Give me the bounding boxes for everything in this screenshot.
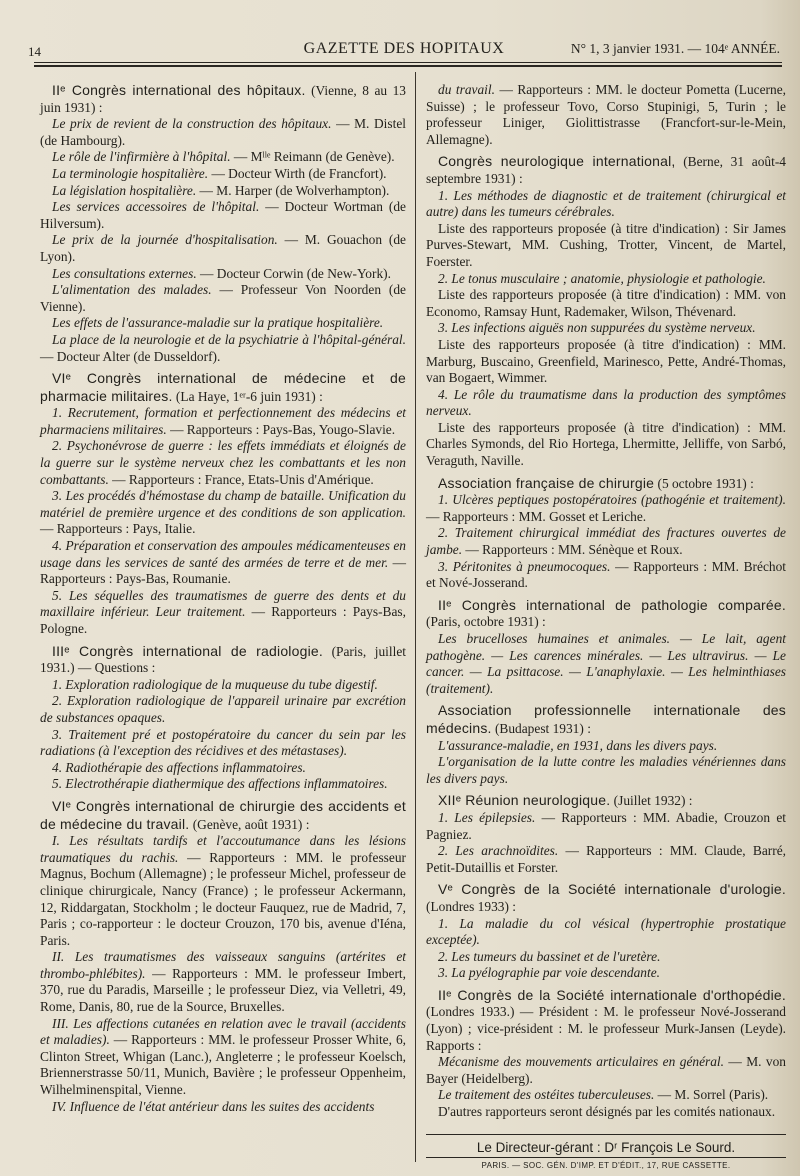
agenda-topic: 5. Electrothérapie diathermique des affections inflammatoires.: [52, 776, 388, 792]
agenda-topic: II. Les traumatismes des vaisseaux sanguins (artérites et thrombo-phlébites).: [40, 949, 406, 981]
agenda-item: [40, 949, 406, 1015]
header-rule: [34, 62, 782, 63]
congress-title: Association professionnelle internationale des médecins.: [426, 702, 786, 736]
agenda-topic: Mécanisme des mouvements articulaires en général.: [438, 1054, 724, 1070]
congress-title: IIᵉ Congrès international des hôpitaux.: [52, 82, 306, 98]
agenda-speakers: — M. Distel (de Hambourg).: [40, 116, 406, 148]
agenda-item: [426, 810, 786, 843]
agenda-item: [426, 188, 786, 221]
agenda-item: [426, 82, 786, 148]
agenda-speakers: — Rapporteurs : France, Etats-Unis d'Amérique.: [108, 471, 374, 487]
director-signature: Le Directeur-gérant : Dʳ François Le Sourd.: [476, 1140, 736, 1155]
agenda-item: [40, 438, 406, 488]
agenda-speakers: — M. Gouachon (de Lyon).: [40, 232, 406, 264]
column-divider: [415, 72, 416, 1162]
agenda-topic: 3. Traitement pré et postopératoire du cancer du sein par les radiations (à l'exception des récidives et des métastases).: [40, 726, 406, 759]
agenda-topic: L'alimentation des malades.: [52, 282, 212, 298]
agenda-speakers: — Rapporteurs : Pays, Italie.: [40, 521, 196, 537]
agenda-item: [40, 677, 406, 694]
agenda-item: [40, 1016, 406, 1099]
congress-heading: [40, 370, 406, 405]
agenda-speakers: — M. Sorrel (Paris).: [654, 1087, 769, 1103]
congress-details: (5 octobre 1931) :: [654, 475, 754, 491]
agenda-speakers: — Rapporteurs : MM. Claude, Barré, Petit-Dutaillis et Forster.: [426, 843, 786, 875]
agenda-topic: Les effets de l'assurance-maladie sur la pratique hospitalière.: [52, 315, 384, 331]
agenda-topic: 2. Les tumeurs du bassinet et de l'uretère.: [438, 948, 661, 964]
agenda-topic: 4. Radiothérapie des affections inflammatoires.: [52, 759, 306, 775]
header-rule-thick: [34, 65, 782, 67]
signature-rule-bottom: [426, 1157, 786, 1158]
agenda-speakers: — Professeur Von Noorden (de Vienne).: [40, 282, 406, 314]
issue-info: N° 1, 3 janvier 1931. — 104ᵉ ANNÉE.: [570, 41, 780, 56]
congress-heading: [40, 643, 406, 677]
agenda-item: [40, 776, 406, 793]
agenda-speakers: — Rapporteurs : MM. Bréchot et Nové-Josserand.: [426, 558, 787, 591]
congress-details: (Berne, 31 août-4 septembre 1931) :: [426, 154, 786, 186]
agenda-item: [426, 916, 786, 949]
agenda-item: [40, 183, 406, 200]
agenda-speakers: — Docteur Corwin (de New-York).: [196, 265, 391, 281]
signature-rule-top: [426, 1134, 786, 1135]
agenda-topic: Le prix de revient de la construction des hôpitaux.: [52, 116, 332, 132]
agenda-item: [426, 287, 786, 320]
agenda-speakers: — Docteur Alter (de Dusseldorf).: [40, 348, 221, 364]
agenda-speakers: D'autres rapporteurs seront désignés par les comités nationaux.: [438, 1104, 776, 1120]
agenda-item: [40, 116, 406, 149]
agenda-speakers: — M. Harper (de Wolverhampton).: [196, 182, 390, 198]
agenda-topic: 4. Le rôle du traumatisme dans la production des symptômes nerveux.: [426, 386, 786, 419]
agenda-item: [40, 1099, 406, 1116]
agenda-speakers: — Mˡˡᵉ Reimann (de Genève).: [230, 149, 395, 165]
agenda-topic: Les brucelloses humaines et animales. — Le lait, agent pathogène. — Les carences minérales. — Les ultravirus. — Le cancer. — La psittacose. — L'anaphylaxie. — Les helminthiases (traitement).: [426, 631, 786, 696]
agenda-topic: I. Les résultats tardifs et l'accoutumance dans les lésions traumatiques du rachis.: [40, 833, 406, 865]
agenda-topic: Le rôle de l'infirmière à l'hôpital.: [52, 149, 231, 165]
congress-heading: [426, 987, 786, 1054]
agenda-item: [40, 149, 406, 166]
agenda-topic: Le prix de la journée d'hospitalisation.: [52, 232, 278, 248]
congress-heading: [426, 597, 786, 631]
congress-section: [426, 792, 786, 876]
agenda-item: [426, 843, 786, 876]
agenda-item: [40, 760, 406, 777]
agenda-item: [426, 1087, 786, 1104]
congress-title: XIIᵉ Réunion neurologique.: [438, 792, 611, 809]
agenda-topic: 2. Le tonus musculaire ; anatomie, physiologie et pathologie.: [438, 270, 766, 286]
agenda-topic: 1. Recrutement, formation et perfectionnement des médecins et pharmaciens militaires.: [40, 405, 406, 437]
agenda-speakers: — Rapporteurs : MM. Sénèque et Roux.: [462, 542, 683, 558]
agenda-topic: 2. Les arachnoïdites.: [438, 843, 559, 859]
congress-title: VIᵉ Congrès international de chirurgie des accidents et de médecine du travail.: [40, 797, 406, 832]
congress-details: (Vienne, 8 au 13 juin 1931) :: [40, 83, 406, 115]
printer-imprint: PARIS. — SOC. GÉN. D'IMP. ET D'ÉDIT., 17, RUE CASSETTE.: [481, 1161, 731, 1170]
agenda-topic: 2. Traitement chirurgical immédiat des fractures ouvertes de jambe.: [426, 525, 786, 558]
agenda-topic: 1. Ulcères peptiques postopératoires (pathogénie et traitement).: [438, 492, 786, 508]
agenda-item: [40, 727, 406, 760]
congress-title: IIᵉ Congrès de la Société internationale d'orthopédie.: [438, 986, 786, 1003]
agenda-item: [426, 320, 786, 337]
agenda-speakers: — Rapporteurs : Pays-Bas, Roumanie.: [40, 554, 406, 587]
congress-section: [40, 798, 406, 1115]
right-column: [426, 82, 786, 1126]
congress-heading: [426, 702, 786, 737]
agenda-topic: 4. Préparation et conservation des ampoules médicamenteuses en usage dans les services de santé des armées de terre et de mer.: [40, 538, 406, 570]
agenda-topic: du travail.: [438, 82, 495, 97]
agenda-topic: 1. La maladie du col vésical (hypertrophie prostatique exceptée).: [426, 915, 786, 948]
congress-details: (Londres 1933.) — Président : M. le professeur Nové-Josserand (Lyon) ; vice-président : M. le professeur Murk-Jansen (Leyde). Rapports :: [426, 1004, 786, 1053]
agenda-speakers: — Rapporteurs : MM. le professeur Prosser White, 6, Clinton Street, Whigan (Lanc.), Angleterre ; le professeur Koelsch, Briennerstrasse 50/11, Munich, Bavière ; le professeur Oppenheim, Wilhelminenspital, Vienne.: [40, 1032, 406, 1098]
agenda-item: [40, 266, 406, 283]
agenda-speakers: — Rapporteurs : MM. Abadie, Crouzon et Pagniez.: [426, 809, 786, 842]
agenda-topic: IV. Influence de l'état antérieur dans les suites des accidents: [52, 1098, 375, 1114]
congress-section: [426, 475, 786, 592]
agenda-item: [40, 166, 406, 183]
agenda-item: [426, 337, 786, 387]
agenda-item: [426, 492, 786, 525]
congress-details: (Juillet 1932) :: [610, 793, 693, 809]
congress-section: [426, 987, 786, 1121]
agenda-item: [40, 833, 406, 949]
agenda-topic: L'assurance-maladie, en 1931, dans les divers pays.: [438, 737, 718, 753]
agenda-item: [40, 332, 406, 365]
page-number: 14: [28, 44, 41, 59]
congress-heading: [40, 798, 406, 833]
agenda-speakers: Liste des rapporteurs proposée (à titre d'indication) : MM. von Economo, Ramsay Hunt, Rademaker, Wilson, Thévenard.: [426, 287, 786, 319]
agenda-speakers: — Rapporteurs : Pays-Bas, Yougo-Slavie.: [166, 421, 396, 437]
agenda-item: [426, 1104, 786, 1121]
agenda-item: [40, 232, 406, 265]
congress-heading: [426, 475, 786, 493]
journal-title: GAZETTE DES HOPITAUX: [303, 40, 505, 57]
agenda-topic: La place de la neurologie et de la psychiatrie à l'hôpital-général.: [52, 331, 406, 347]
page-header: [28, 38, 780, 60]
agenda-item: [426, 754, 786, 787]
agenda-item: [426, 525, 786, 558]
congress-title: IIᵉ Congrès international de pathologie comparée.: [438, 596, 786, 613]
agenda-item: [426, 387, 786, 420]
agenda-item: [426, 221, 786, 271]
agenda-item: [426, 949, 786, 966]
agenda-topic: 3. Les infections aiguës non suppurées du système nerveux.: [438, 320, 756, 336]
agenda-speakers: — M. von Bayer (Heidelberg).: [426, 1054, 786, 1086]
agenda-topic: 1. Les épilepsies.: [438, 809, 536, 825]
agenda-topic: L'organisation de la lutte contre les maladies vénériennes dans les divers pays.: [426, 754, 786, 786]
left-column: [40, 82, 406, 1120]
congress-details: (Paris, octobre 1931) :: [426, 614, 546, 630]
congress-details: (Paris, juillet 1931.) — Questions :: [40, 643, 406, 676]
congress-section: [426, 881, 786, 982]
agenda-topic: III. Les affections cutanées en relation avec le travail (accidents et maladies).: [40, 1015, 406, 1048]
agenda-item: [40, 315, 406, 332]
agenda-speakers: Liste des rapporteurs proposée (à titre d'indication) : MM. Marburg, Buscaino, Greenfield, Marinesco, Pette, André-Thomas, van Bogaert, Wimmer.: [426, 336, 786, 386]
agenda-speakers: — Rapporteurs : MM. le professeur Imbert, 370, rue du Paradis, Marseille ; le professeur Diez, via Velletri, 49, Rome, Danis, 80, rue de la Source, Bruxelles.: [40, 965, 406, 1015]
congress-heading: [426, 153, 786, 187]
agenda-item: [40, 693, 406, 726]
congress-section: [426, 597, 786, 698]
congress-heading: [40, 82, 406, 116]
agenda-topic: La terminologie hospitalière.: [52, 165, 209, 181]
agenda-speakers: — Rapporteurs : MM. Gosset et Leriche.: [426, 508, 647, 524]
congress-section: [426, 702, 786, 787]
agenda-topic: 1. Les méthodes de diagnostic et de traitement (chirurgical et autre) dans les tumeurs cérébrales.: [426, 187, 786, 220]
congress-section: [40, 370, 406, 638]
agenda-speakers: — Docteur Wirth (de Francfort).: [208, 165, 387, 181]
congress-section: [40, 82, 406, 365]
agenda-speakers: — Rapporteurs : MM. le docteur Pometta (Lucerne, Suisse) ; le professeur Tovo, Corso Stupinigi, 5, Turin ; le professeur Liniger, Giolittistrasse (Francfort-sur-le-Mein, Allemagne).: [426, 82, 787, 147]
agenda-item: [40, 405, 406, 438]
agenda-item: [426, 738, 786, 755]
agenda-topic: 2. Psychonévrose de guerre : les effets immédiats et éloignés de la guerre sur le système nerveux chez les combattants et les non combattants.: [40, 438, 406, 487]
agenda-topic: 3. Les procédés d'hémostase du champ de bataille. Unification du matériel de première urgence et des conditions de son application.: [40, 488, 406, 520]
agenda-item: [426, 271, 786, 288]
agenda-speakers: — Rapporteurs : MM. le professeur Magnus, Bochum (Allemagne) ; le professeur Michel, professeur de clinique chirurgicale, Nancy (France) ; le professeur Ackermann, 12, Riddargatan, Stockholm ; le docteur Fauquez, rue de Madrid, 7, Paris ; co-rapporteur : le docteur Crouzon, 170 bis, avenue d'Iéna, Paris.: [40, 849, 406, 948]
agenda-speakers: — Docteur Wortman (de Hilversum).: [40, 199, 406, 231]
agenda-item: [40, 538, 406, 588]
congress-section: [426, 82, 786, 148]
congress-title: Congrès neurologique international,: [438, 153, 676, 170]
agenda-topic: Les consultations externes.: [52, 265, 197, 281]
congress-details: (Londres 1933) :: [426, 898, 516, 914]
congress-title: IIIᵉ Congrès international de radiologie.: [52, 642, 323, 659]
agenda-item: [40, 488, 406, 538]
agenda-item: [426, 420, 786, 470]
agenda-speakers: Liste des rapporteurs proposée (à titre d'indication) : Sir James Purves-Stewart, MM. Cushing, Trotter, Vincent, de Martel, Foerster.: [426, 220, 786, 269]
congress-title: Vᵉ Congrès de la Société internationale d'urologie.: [438, 881, 786, 898]
agenda-item: [426, 631, 786, 697]
agenda-topic: 3. La pyélographie par voie descendante.: [438, 965, 661, 981]
congress-details: (La Haye, 1ᵉʳ-6 juin 1931) :: [172, 388, 323, 404]
agenda-topic: Le traitement des ostéites tuberculeuses.: [438, 1087, 655, 1103]
agenda-topic: 2. Exploration radiologique de l'appareil urinaire par excrétion de substances opaques.: [40, 693, 406, 725]
congress-details: (Genève, août 1931) :: [189, 816, 310, 832]
congress-title: Association française de chirurgie: [438, 474, 655, 491]
agenda-item: [426, 965, 786, 982]
congress-section: [40, 643, 406, 793]
agenda-item: [40, 282, 406, 315]
congress-title: VIᵉ Congrès international de médecine et de pharmacie militaires.: [40, 370, 406, 404]
agenda-item: [426, 559, 786, 592]
agenda-topic: La législation hospitalière.: [52, 182, 197, 198]
agenda-topic: 5. Les séquelles des traumatismes de guerre des dents et du maxillaire inférieur. Leur traitement.: [40, 587, 406, 620]
congress-heading: [426, 792, 786, 810]
congress-heading: [426, 881, 786, 915]
agenda-topic: 3. Péritonites à pneumocoques.: [438, 558, 611, 574]
congress-details: (Budapest 1931) :: [491, 720, 591, 736]
agenda-item: [40, 199, 406, 232]
agenda-item: [426, 1054, 786, 1087]
agenda-topic: Les services accessoires de l'hôpital.: [52, 199, 260, 215]
agenda-speakers: Liste des rapporteurs proposée (à titre d'indication) : MM. Charles Symonds, del Rio Hortega, Lhermitte, Jelliffe, von Sarbó, Veraguth, Naville.: [426, 419, 786, 469]
agenda-topic: 1. Exploration radiologique de la muqueuse du tube digestif.: [52, 676, 378, 692]
agenda-item: [40, 588, 406, 638]
congress-section: [426, 153, 786, 469]
agenda-speakers: — Rapporteurs : Pays-Bas, Pologne.: [40, 604, 406, 636]
